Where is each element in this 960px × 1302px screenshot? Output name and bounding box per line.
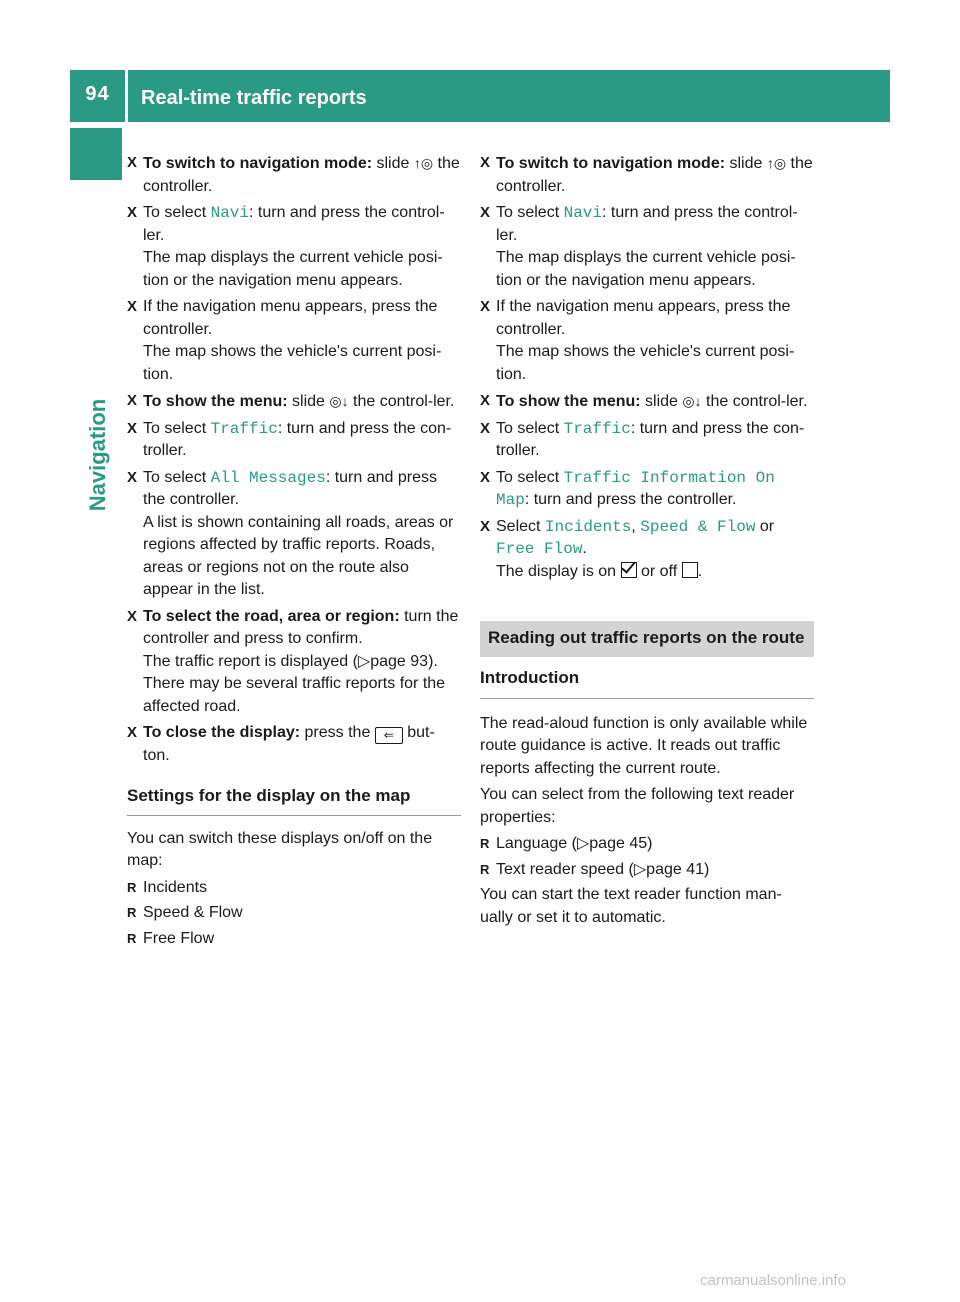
section-heading: Settings for the display on the map xyxy=(127,785,461,816)
instruction-step: X To switch to navigation mode: slide ↑◎ the controller. xyxy=(480,154,813,195)
instruction-step: X To show the menu: slide ◎↓ the control-ler. xyxy=(480,390,814,414)
paragraph: You can start the text reader function man-ually or set it to automatic. xyxy=(480,886,782,926)
page-ref-triangle-icon: ▷ xyxy=(633,860,647,878)
menu-item-code: Traffic xyxy=(563,419,631,438)
slide-up-controller-icon: ↑◎ xyxy=(413,155,434,171)
list-item: R Incidents xyxy=(127,877,461,900)
footer-watermark: carmanualsonline.info xyxy=(700,1272,846,1289)
slide-down-controller-icon: ◎↓ xyxy=(682,393,702,409)
arrow-right-icon: X xyxy=(127,724,138,741)
slide-down-controller-icon: ◎↓ xyxy=(329,393,349,409)
subsection-heading: Introduction xyxy=(480,667,814,699)
arrow-right-icon: X xyxy=(480,154,491,171)
menu-item-code: Traffic Information On Map xyxy=(496,468,775,509)
page-reference[interactable]: page 93 xyxy=(370,652,429,670)
instruction-step: X To close the display: press the ⇐ but-ton. xyxy=(127,724,435,764)
arrow-right-icon: X xyxy=(127,154,138,171)
list-item: R Free Flow xyxy=(127,928,461,951)
instruction-step: X To select Traffic: turn and press the con-troller. xyxy=(480,419,805,459)
left-column xyxy=(127,152,461,953)
list-item: R Speed & Flow xyxy=(127,902,461,925)
bullet-r-icon: R xyxy=(480,836,490,851)
bullet-r-icon: R xyxy=(127,905,137,920)
instruction-step: X To select Traffic: turn and press the con-troller. xyxy=(127,419,452,459)
checkbox-empty-icon xyxy=(682,562,698,578)
page-title: Real-time traffic reports xyxy=(141,87,367,109)
arrow-right-icon: X xyxy=(480,204,491,221)
menu-item-code: Navi xyxy=(563,204,602,222)
bullet-r-icon: R xyxy=(127,879,137,895)
paragraph: The read-aloud function is only available while route guidance is active. It reads out traffic reports affecting the current route. xyxy=(480,714,808,777)
instruction-step: X To show the menu: slide ◎↓ the control-ler. xyxy=(127,390,461,414)
arrow-right-icon: X xyxy=(127,468,138,486)
instruction-step: X To select All Messages: turn and press the controller. A list is shown containing all roads, areas or regions affected by traffic reports. Roads, areas or regions not on the route also appear in the list. xyxy=(127,468,454,598)
instruction-step: X If the navigation menu appears, press the controller. The map shows the vehicle's current posi-tion. xyxy=(480,298,795,383)
bullet-r-icon: R xyxy=(480,861,490,877)
arrow-right-icon: X xyxy=(480,468,491,486)
arrow-right-icon: X xyxy=(480,392,491,409)
menu-item-code: Incidents xyxy=(544,517,632,536)
page-ref-triangle-icon: ▷ xyxy=(357,652,371,670)
menu-item-code: All Messages xyxy=(210,468,326,487)
instruction-step: X To select Traffic Information On Map: turn and press the controller. xyxy=(480,468,775,509)
header-separator xyxy=(125,70,128,122)
arrow-right-icon: X xyxy=(127,392,138,409)
arrow-right-icon: X xyxy=(127,419,138,437)
arrow-right-icon: X xyxy=(480,419,491,437)
menu-item-code: Free Flow xyxy=(496,540,583,558)
checkbox-checked-icon xyxy=(621,562,637,578)
instruction-step: X To select Navi: turn and press the control-ler. The map displays the current vehicle posi-tion or the navigation menu appears. xyxy=(480,204,798,289)
instruction-step: X To select Navi: turn and press the control-ler. The map displays the current vehicle posi-tion or the navigation menu appears. xyxy=(127,204,445,289)
arrow-right-icon: X xyxy=(480,517,491,535)
arrow-right-icon: X xyxy=(127,204,138,221)
page-reference[interactable]: page 41 xyxy=(646,860,705,878)
sidebar-block xyxy=(70,128,122,180)
instruction-step: X To switch to navigation mode: slide ↑◎ the controller. xyxy=(127,154,460,195)
sidebar-section-label: Navigation xyxy=(85,398,110,512)
menu-item-code: Speed & Flow xyxy=(640,517,756,536)
arrow-right-icon: X xyxy=(480,298,491,315)
back-button-icon: ⇐ xyxy=(375,727,403,744)
paragraph: You can select from the following text reader properties: xyxy=(480,786,795,826)
section-heading-box: Reading out traffic reports on the route xyxy=(480,621,814,657)
page-ref-triangle-icon: ▷ xyxy=(576,835,590,852)
arrow-right-icon: X xyxy=(127,298,138,315)
slide-up-controller-icon: ↑◎ xyxy=(766,155,787,171)
list-item: R Language (▷page 45) xyxy=(480,833,814,856)
page-reference[interactable]: page 45 xyxy=(589,835,648,852)
bullet-r-icon: R xyxy=(127,930,137,946)
list-item: R Text reader speed (▷page 41) xyxy=(480,859,814,882)
menu-item-code: Navi xyxy=(210,204,249,222)
paragraph: You can switch these displays on/off on the map: xyxy=(127,829,433,869)
page-number: 94 xyxy=(85,83,110,105)
instruction-step: X If the navigation menu appears, press the controller. The map shows the vehicle's current posi-tion. xyxy=(127,298,442,383)
menu-item-code: Traffic xyxy=(210,419,278,438)
instruction-step: X Select Incidents, Speed & Flow or Free Flow. The display is on or off . xyxy=(480,517,775,580)
instruction-step: X To select the road, area or region: turn the controller and press to confirm. The traffic report is displayed (▷page 93). There may be several traffic reports for the affected road. xyxy=(127,607,459,715)
right-column xyxy=(480,152,814,933)
arrow-right-icon: X xyxy=(127,607,138,625)
